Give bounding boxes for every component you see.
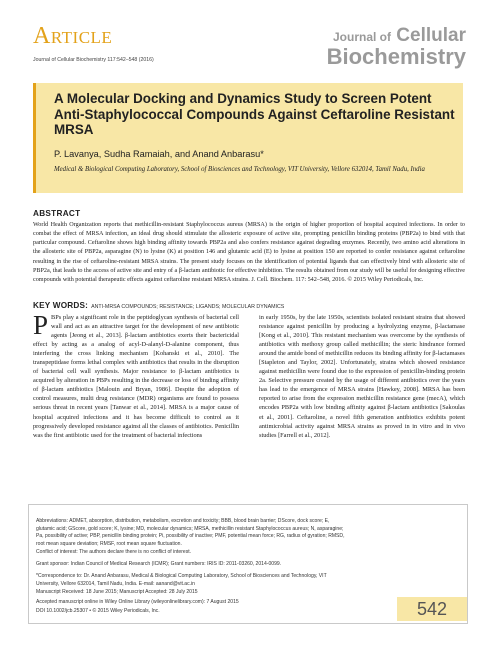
drop-cap: P [33, 310, 49, 340]
correspondence-note: *Correspondence to: Dr. Anand Anbarasu, Medical & Biological Computing Laboratory, School of Biosciences and Technology, VIT University, Vellore 632014, Tamil Nadu, India. E-mail: aanand@vit.ac.in [36, 573, 327, 587]
accepted-online-note: Accepted manuscript online in Wiley Online Library (wileyonlinelibrary.com): 7 August 2015 [36, 599, 239, 605]
abstract-text: World Health Organization reports that methicillin-resistant Staphylococcus aureus (MRSA) is the origin of higher proportion of hospital acquired infections. In order to combat the effect of MRSA infection, an ideal drug should stimulate the allosteric exposure of active site, prompting penicillin binding proteins (PBP2a) to bind with that particular compound. Ceftaroline shows high binding affinity towards PBP2a and also confers resistance against degrading enzymes. Recently, two amino acid alterations in the allosteric site of PBP2a, asparagine (N) to lysine (K) at position 146 and glutamic acid (E) to lysine at position 150 are reported to confer resistance against ceftaroline resulting in the rise of ceftaroline-resistant MRSA strains. The present study focuses on the identification of potential ligands that can effectively bind with allosteric site of PBP2a, that leads to the access of active site and entry of a β-lactam antibiotic for effective inhibition. The results obtained from our study will be useful for designing effective compounds with potential therapeutic effects against ceftaroline resistant MRSA strains. J. Cell. Biochem. 117: 542–548, 2016. © 2015 Wiley Periodicals, Inc. [33, 222, 465, 283]
manuscript-dates: Manuscript Received: 18 June 2015; Manuscript Accepted: 28 July 2015 [36, 589, 198, 595]
doi-note: DOI 10.1002/jcb.25307 • © 2015 Wiley Periodicals, Inc. [36, 608, 160, 614]
footnotes-box [28, 504, 468, 624]
abstract-heading: ABSTRACT [33, 209, 81, 218]
keywords-label: KEY WORDS: [33, 301, 89, 310]
journal-name-prefix: Journal of [333, 30, 392, 44]
grant-note: Grant sponsor: Indian Council of Medical Research (ICMR); Grant numbers: IRIS ID: 2011-03260, 2014-0099. [36, 561, 282, 567]
page-number: 542 [397, 597, 467, 621]
body-right-column [259, 313, 465, 440]
body-left-column [33, 310, 239, 440]
journal-name-line1: Cellular [396, 25, 466, 46]
body-right-text: in early 1950s, by the late 1950s, scientists isolated resistant strains that showed resistance against penicillin by producing a hydrolyzing enzyme, β-lactamase [Kong et al., 2010]. This resistant mechanism was overcome by the synthesis of antibiotics with methoxy group called methicillin; the steric hindrance formed around the amide bond of methicillin reduces its binding affinity for β-lactamases [Stapleton and Taylor, 2002]. Unfortunately, strains which showed resistance against methicillin were found due to the expression of penicillin-binding protein 2a. Selective pressure created by the usage of different antibiotics over the years has lead to the emergence of MRSA strains [Hawkey, 2008]. MRSA has been reported to arise from the expression methicillin resistance gene (mecA), which encodes PBP2a with low binding affinity against β-lactam antibiotics [Sakoulas et al., 2001]. Ceftaroline, a novel fifth generation antibiotics exhibits potent antimicrobial activity against MRSA strains as proved in in vitro and in vivo studies [Farrell et al., 2012]. [259, 314, 465, 439]
keywords [33, 295, 465, 313]
abbreviations-note: Abbreviations: ADMET, absorption, distribution, metabolism, excretion and toxicity; BBB, blood brain barrier; DScore, dock score; E, glutamic acid; GScore, gold score; K, lysine; MD, molecular dynamics; MRSA, methicillin resistant Staphylococcus aureus; N, asparagine; Pa, possibility of active; PBP, penicillin binding protein; Pi, possibility of inactive; PMF, potential mean force; RG, radius of gyration; RMSD, root mean square deviation; RMSF, root mean square fluctuation. [36, 518, 345, 547]
journal-name-line2: Biochemistry [326, 44, 466, 69]
journal-citation: Journal of Cellular Biochemistry 117:542–548 (2016) [33, 57, 154, 63]
article-title: A Molecular Docking and Dynamics Study to Screen Potent Anti-Staphylococcal Compounds Against Ceftaroline Resistant MRSA [54, 91, 455, 138]
article-label: Article [33, 23, 113, 49]
title-box [33, 83, 463, 193]
authors: P. Lavanya, Sudha Ramaiah, and Anand Anbarasu* [54, 149, 264, 159]
keywords-values: ANTI-MRSA COMPOUNDS; RESISTANCE; LIGANDS; MOLECULAR DYNAMICS [91, 304, 285, 310]
journal-name [326, 25, 466, 69]
conflict-note: Conflict of interest: The authors declare there is no conflict of interest. [36, 549, 192, 555]
body-left-text: BPs play a significant role in the peptidoglycan synthesis of bacterial cell wall and act as an attractive target for the development of new antibiotic agents [Jeong et al., 2013]. β-lactam antibiotics exerts their bactericidal effect by acting as a analog of acyl-D-alanyl-D-alanine component, thus interfering the cross linking mechanism [Kohanski et al., 2010]. The transpeptidase forms lethal complex with antibiotics that results in the disruption of bacterial cell wall synthesis. Major resistance to β-lactam antibiotics is acquired by alteration in PBPs resulting in the decrease or loss of binding affinity of β-lactam antibiotics [Malouin and Bryan, 1986]. Despite the adoption of control measures, multi drug resistance (MDR) organisms are found to possess serious threat in recent years [Tanwar et al., 2014]. MRSA is a major cause of hospital acquired infections and it has become difficult to control as it progressively developed resistance against all the classes of antibiotics. Penicillin was the first antibiotic used for the treatment of bacterial infections [33, 314, 239, 439]
affiliation: Medical & Biological Computing Laboratory, School of Biosciences and Technology, VIT University, Vellore 632014, Tamil Nadu, India [54, 166, 425, 173]
